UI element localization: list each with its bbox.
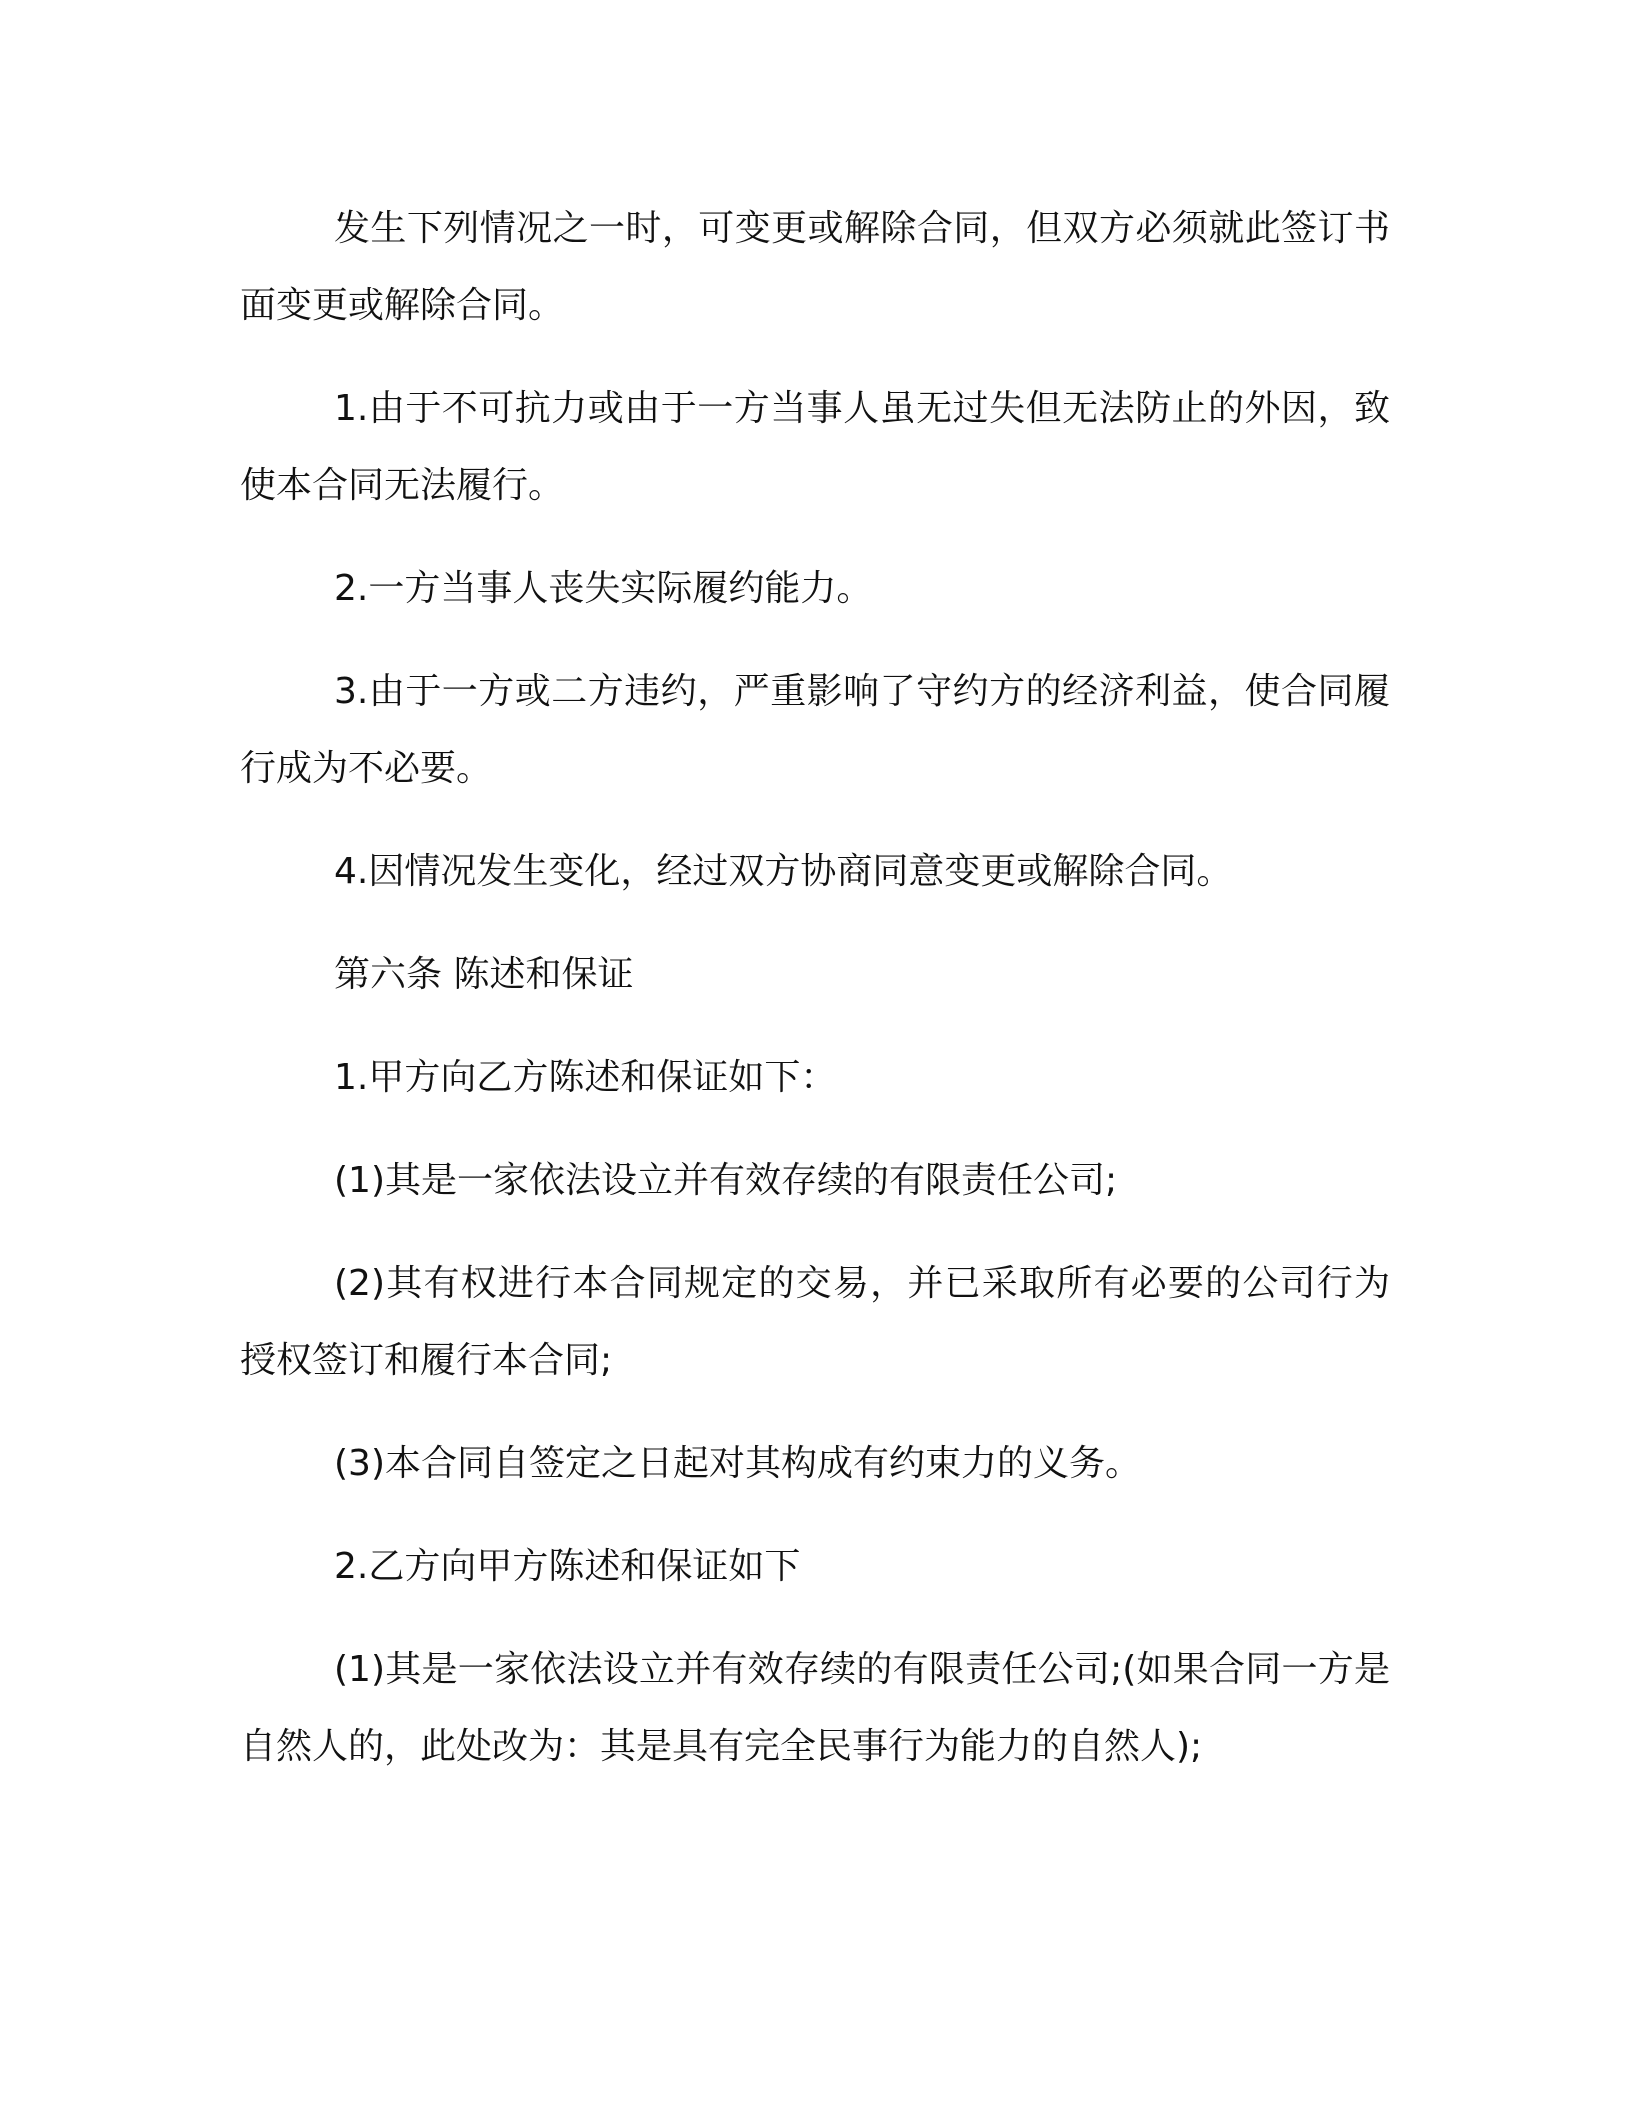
paragraph-party-a-representations: 1.甲方向乙方陈述和保证如下： bbox=[334, 1057, 837, 1098]
paragraph-item-1-force-majeure: 1.由于不可抗力或由于一方当事人虽无过失但无法防止的外因，致使本合同无法履行。 bbox=[240, 388, 1390, 506]
paragraph-party-a-clause-2: (2)其有权进行本合同规定的交易，并已采取所有必要的公司行为授权签订和履行本合同; bbox=[240, 1263, 1390, 1381]
paragraph-item-3-breach: 3.由于一方或二方违约，严重影响了守约方的经济利益，使合同履行成为不必要。 bbox=[240, 671, 1390, 789]
paragraph-item-2-loss-of-capacity: 2.一方当事人丧失实际履约能力。 bbox=[334, 568, 873, 609]
document-body bbox=[240, 190, 1390, 1811]
paragraph-contract-change-intro: 发生下列情况之一时，可变更或解除合同，但双方必须就此签订书面变更或解除合同。 bbox=[240, 208, 1390, 326]
paragraph-party-b-clause-1: (1)其是一家依法设立并有效存续的有限责任公司;(如果合同一方是自然人的，此处改为：其是具有完全民事行为能力的自然人); bbox=[240, 1649, 1390, 1767]
paragraph-party-a-clause-1: (1)其是一家依法设立并有效存续的有限责任公司; bbox=[334, 1160, 1118, 1201]
paragraph-item-4-mutual-agreement: 4.因情况发生变化，经过双方协商同意变更或解除合同。 bbox=[334, 851, 1233, 892]
paragraph-party-b-representations: 2.乙方向甲方陈述和保证如下 bbox=[334, 1546, 801, 1587]
section-heading-article-6: 第六条 陈述和保证 bbox=[334, 954, 634, 995]
paragraph-party-a-clause-3: (3)本合同自签定之日起对其构成有约束力的义务。 bbox=[334, 1443, 1141, 1484]
